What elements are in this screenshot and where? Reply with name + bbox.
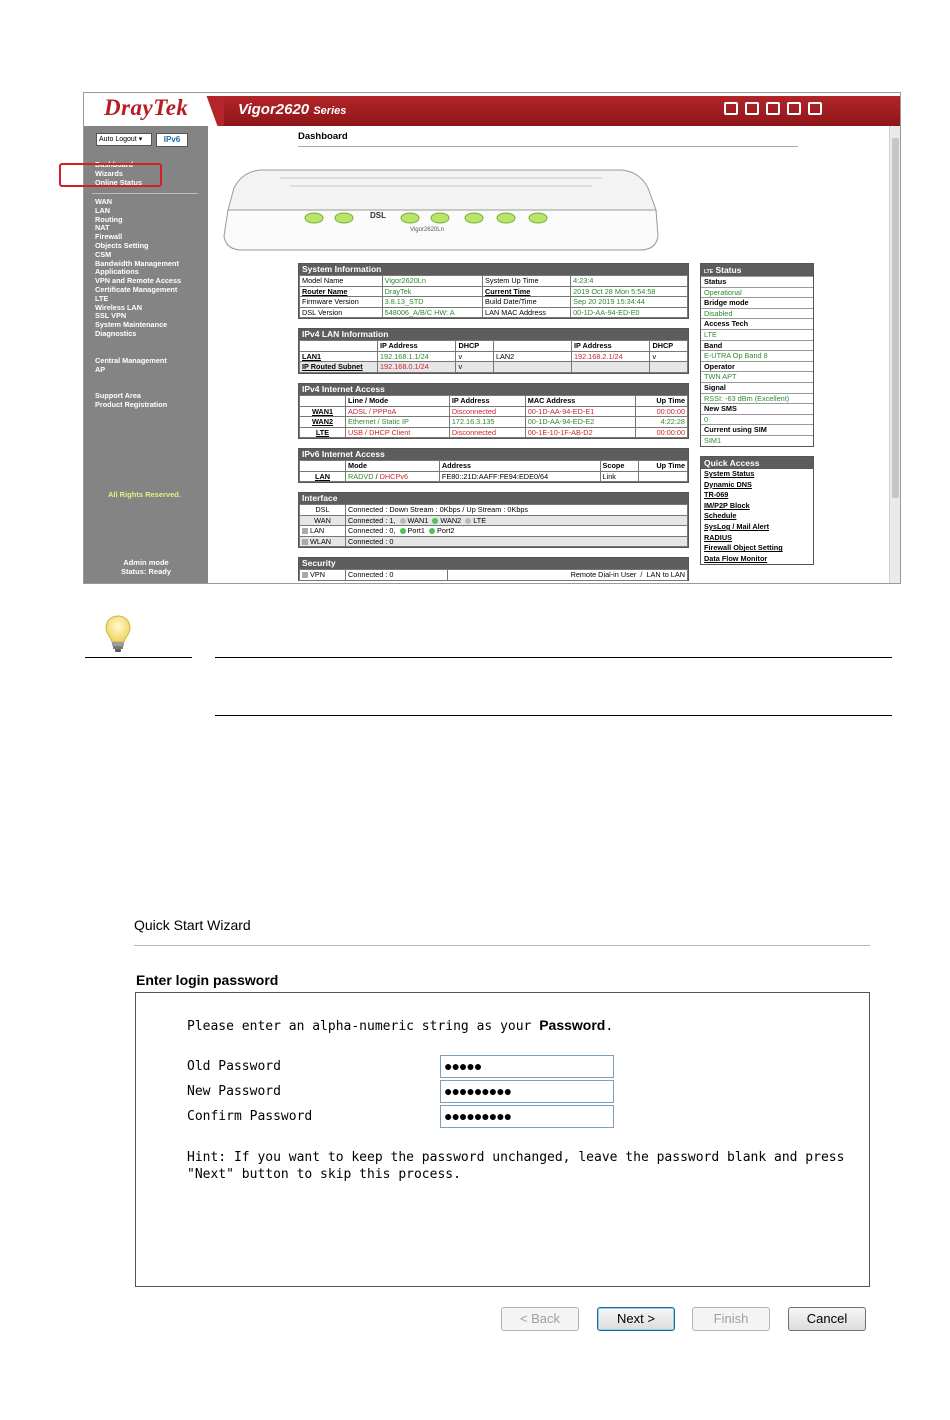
new-password-label: New Password: [187, 1084, 281, 1099]
dsl-led-label: DSL: [370, 211, 386, 220]
panel-title: Interface: [299, 493, 688, 504]
sidebar-item-firewall[interactable]: Firewall: [95, 232, 123, 242]
ipv6-lan-link[interactable]: LAN: [300, 471, 346, 482]
sidebar: [84, 126, 208, 584]
sidebar-divider: [92, 193, 198, 194]
sidebar-item-wan[interactable]: WAN: [95, 197, 113, 206]
panel-title: System Information: [299, 264, 688, 275]
lte-status-value: Disabled: [701, 308, 813, 319]
lte-status-label: Status: [701, 276, 813, 287]
lightbulb-icon: [104, 614, 132, 654]
old-password-input[interactable]: ●●●●●: [440, 1055, 614, 1078]
quick-link-firewall-object[interactable]: Firewall Object Setting: [704, 543, 783, 553]
sidebar-item-lte[interactable]: LTE: [95, 293, 109, 303]
sidebar-item-vpn[interactable]: VPN and Remote Access: [95, 276, 182, 286]
lte-status-label: Bridge mode: [701, 297, 813, 308]
sidebar-central-menu: [95, 357, 167, 375]
password-hint: Hint: If you want to keep the password unchanged, leave the password blank and press "Next" button to skip this process.: [187, 1150, 845, 1182]
logout-icon[interactable]: [808, 102, 822, 115]
quick-link-syslog[interactable]: SysLog / Mail Alert: [704, 521, 770, 531]
model-title: Vigor2620 Series: [238, 101, 347, 118]
ipv4-internet-panel: IPv4 Internet Access Line / Mode IP Address MAC Address Up Time WAN1 ADSL / PPPoA Disconnected 00-1D-AA-94-ED-E1 00:00:00 WAN2 Ethernet / Static IP 172.16.3.135 00-1D-AA-94-ED-E2 4:22:28 LTE USB / DHCP Client Disconnected 00-1E-10-1F-AB-D2 00:00:00: [298, 383, 689, 439]
admin-status: Admin mode Status: Ready: [120, 558, 171, 576]
panel-title: IPv4 LAN Information: [299, 329, 688, 340]
sidebar-item-applications[interactable]: Applications: [95, 267, 139, 277]
wizard-intro-text: Please enter an alpha-numeric string as your Password.: [187, 1017, 614, 1034]
page-title: Dashboard: [298, 131, 348, 142]
sidebar-item-bandwidth[interactable]: Bandwidth Management: [95, 258, 179, 268]
lte-status-value: 0: [701, 414, 813, 425]
device-model-label: Vigor2620Ln: [410, 227, 444, 233]
lte-status-value: Operational: [701, 287, 813, 298]
next-button[interactable]: Next >: [597, 1307, 675, 1331]
lan1-link[interactable]: LAN1: [300, 351, 378, 362]
sidebar-item-product-registration[interactable]: Product Registration: [95, 399, 168, 409]
sidebar-main-menu: [95, 198, 181, 339]
wizard-title: Quick Start Wizard: [134, 917, 251, 933]
note-rule-top: [215, 657, 892, 658]
quick-link-dynamic-dns[interactable]: Dynamic DNS: [704, 479, 752, 489]
wan2-link[interactable]: WAN2: [300, 417, 346, 428]
sidebar-item-wireless-lan[interactable]: Wireless LAN: [95, 302, 142, 312]
sidebar-item-routing[interactable]: Routing: [95, 214, 123, 224]
sidebar-item-nat[interactable]: NAT: [95, 223, 110, 233]
sidebar-item-system-maintenance[interactable]: System Maintenance: [95, 320, 168, 330]
lte-status-value: TWN APT: [701, 371, 813, 382]
panel-title: IPv4 Internet Access: [299, 384, 688, 395]
sidebar-item-wizards[interactable]: Wizards: [95, 168, 123, 178]
lte-status-label: Band: [701, 340, 813, 351]
current-time-link[interactable]: Current Time: [483, 286, 571, 297]
old-password-label: Old Password: [187, 1059, 281, 1074]
lte-status-label: Signal: [701, 382, 813, 393]
lte-status-value: E-UTRA Op Band 8: [701, 350, 813, 361]
interface-panel: Interface DSL Connected : Down Stream : 0Kbps / Up Stream : 0Kbps WAN Connected : 1, WAN1 WAN2 LTE LAN Connected : 0, Port1 Port2 WLAN Connected : 0: [298, 492, 689, 548]
quick-access-panel: [700, 456, 814, 565]
sidebar-item-ap[interactable]: AP: [95, 364, 106, 374]
wan1-link[interactable]: WAN1: [300, 406, 346, 417]
sidebar-item-dashboard[interactable]: Dashboard: [95, 160, 134, 169]
panel-title: IPv6 Internet Access: [299, 449, 688, 460]
lte-status-value: RSSI: -63 dBm (Excellent): [701, 393, 813, 404]
ipv6-badge[interactable]: IPv6: [156, 133, 188, 147]
brand-logo: DrayTek: [104, 95, 189, 120]
title-divider: [298, 146, 798, 147]
lte-status-panel: [700, 263, 814, 447]
panel-title: Security: [299, 558, 688, 569]
quick-link-im-p2p-block[interactable]: IM/P2P Block: [704, 500, 750, 510]
quick-link-radius[interactable]: RADIUS: [704, 532, 732, 542]
note-rule-bottom: [215, 715, 892, 716]
cancel-button[interactable]: Cancel: [788, 1307, 866, 1331]
wizards-highlight-box: [59, 160, 162, 187]
home-icon[interactable]: [724, 102, 738, 115]
list-icon[interactable]: [745, 102, 759, 115]
quick-link-data-flow-monitor[interactable]: Data Flow Monitor: [704, 553, 768, 563]
finish-button[interactable]: Finish: [692, 1307, 770, 1331]
sidebar-item-ssl-vpn[interactable]: SSL VPN: [95, 311, 127, 321]
lte-status-label: Current using SIM: [701, 424, 813, 435]
lte-status-value: LTE: [701, 329, 813, 340]
wizard-section-title: Enter login password: [136, 972, 279, 988]
lte-link[interactable]: LTE: [300, 427, 346, 438]
copyright-text: All Rights Reserved.: [108, 490, 181, 499]
quick-link-tr069[interactable]: TR-069: [704, 490, 729, 500]
router-device-image: [220, 166, 662, 252]
lte-status-label: New SMS: [701, 403, 813, 414]
lte-status-label: Access Tech: [701, 318, 813, 329]
lte-status-value: SIM1: [701, 435, 813, 446]
system-information-panel: System Information Model Name Vigor2620Ln System Up Time 4:23:4 Router Name DrayTek Current Time 2019 Oct 28 Mon 5:54:58 Firmware Version 3.8.13_STD Build Date/Time Sep 20 2019 15:34:44 DSL Version 548006_A/B/C HW: A LAN MAC Address 00-1D-AA-94-ED-E0: [298, 263, 689, 319]
scrollbar[interactable]: [889, 126, 900, 584]
lte-status-label: Operator: [701, 361, 813, 372]
note-rule-left: [85, 657, 192, 658]
sidebar-item-lan[interactable]: LAN: [95, 205, 110, 215]
wizard-form-box: [135, 992, 870, 1287]
new-password-input[interactable]: ●●●●●●●●●: [440, 1080, 614, 1103]
router-name-link[interactable]: Router Name: [300, 286, 383, 297]
confirm-password-label: Confirm Password: [187, 1109, 313, 1124]
sidebar-item-online-status[interactable]: Online Status: [95, 177, 143, 187]
sidebar-item-diagnostics[interactable]: Diagnostics: [95, 328, 137, 338]
sidebar-item-csm[interactable]: CSM: [95, 249, 112, 259]
auto-logout-select[interactable]: Auto Logout ▾: [96, 133, 152, 146]
confirm-password-input[interactable]: ●●●●●●●●●: [440, 1105, 614, 1128]
sidebar-item-certificate[interactable]: Certificate Management: [95, 284, 178, 294]
security-panel: Security VPN Connected : 0 Remote Dial-in User / LAN to LAN: [298, 557, 689, 581]
sliders-icon[interactable]: [766, 102, 780, 115]
sidebar-support-menu: [95, 392, 167, 410]
panel-title: LTE Status: [701, 264, 813, 276]
top-banner: [84, 93, 900, 126]
top-icon-bar: [724, 102, 822, 115]
quick-link-schedule[interactable]: Schedule: [704, 511, 737, 521]
ipv6-internet-panel: IPv6 Internet Access Mode Address Scope Up Time LAN RADVD / DHCPv6 FE80::21D:AAFF:FE94:EDE0/64 Link: [298, 448, 689, 483]
lte-signal-icon: LTE: [704, 269, 714, 275]
ip-routed-subnet-link[interactable]: IP Routed Subnet: [300, 362, 378, 373]
sidebar-item-central-management[interactable]: Central Management: [95, 356, 167, 365]
wizard-title-divider: [134, 945, 870, 946]
ipv4-lan-panel: IPv4 LAN Information IP Address DHCP IP Address DHCP LAN1 192.168.1.1/24 v LAN2 192.168.2.1/24 v IP Routed Subnet 192.168.0.1/24 v: [298, 328, 689, 374]
panel-title: Quick Access: [701, 457, 813, 469]
quick-link-system-status[interactable]: System Status: [704, 469, 755, 478]
sidebar-item-support-area[interactable]: Support Area: [95, 391, 141, 400]
back-button[interactable]: < Back: [501, 1307, 579, 1331]
save-icon[interactable]: [787, 102, 801, 115]
sidebar-item-objects-setting[interactable]: Objects Setting: [95, 240, 149, 250]
